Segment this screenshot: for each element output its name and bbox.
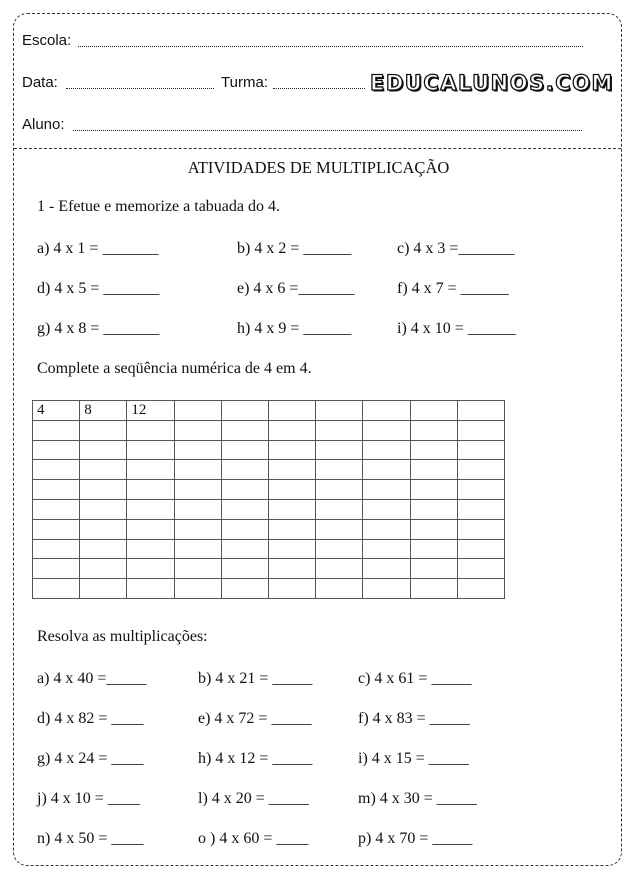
grid-row [33,401,505,421]
exercise-item: b) 4 x 21 = _____ [198,670,313,687]
grid-cell[interactable] [33,420,80,440]
student-field[interactable] [73,130,582,131]
grid-cell[interactable] [410,460,457,480]
sequence-grid [32,400,505,599]
exercise-item: m) 4 x 30 = _____ [358,790,477,807]
exercise-item: j) 4 x 10 = ____ [37,790,140,807]
grid-cell[interactable] [457,539,504,559]
grid-cell[interactable] [268,401,315,421]
grid-cell[interactable] [457,579,504,599]
grid-cell[interactable] [410,420,457,440]
student-label: Aluno: [22,116,65,133]
grid-cell[interactable] [268,519,315,539]
school-label: Escola: [22,32,72,49]
grid-cell[interactable] [410,519,457,539]
grid-cell[interactable] [268,420,315,440]
grid-cell[interactable] [33,499,80,519]
grid-cell[interactable] [410,559,457,579]
grid-cell[interactable] [221,499,268,519]
grid-cell[interactable]: 8 [80,401,127,421]
grid-row [33,499,505,519]
grid-cell[interactable] [316,539,363,559]
exercise-item: e) 4 x 72 = _____ [198,710,312,727]
grid-cell[interactable] [316,579,363,599]
grid-cell[interactable] [457,460,504,480]
grid-row [33,460,505,480]
grid-cell[interactable] [363,460,410,480]
grid-cell[interactable] [174,460,221,480]
grid-cell[interactable] [221,579,268,599]
grid-cell[interactable] [457,559,504,579]
sequence-table [32,400,505,599]
grid-cell[interactable] [174,519,221,539]
grid-cell[interactable] [457,401,504,421]
exercise-item: g) 4 x 24 = ____ [37,750,144,767]
page-title: ATIVIDADES DE MULTIPLICAÇÃO [187,158,450,177]
grid-cell[interactable] [174,401,221,421]
exercise-item: l) 4 x 20 = _____ [198,790,309,807]
exercise-item: b) 4 x 2 = ______ [237,240,352,257]
grid-cell[interactable] [221,480,268,500]
grid-row [33,440,505,460]
grid-cell[interactable] [174,559,221,579]
grid-row [33,559,505,579]
grid-cell[interactable] [268,499,315,519]
grid-cell[interactable] [316,420,363,440]
grid-row [33,579,505,599]
logo: EDUCALUNOS.COM [370,71,614,95]
grid-cell[interactable] [457,519,504,539]
grid-cell[interactable] [316,519,363,539]
class-field[interactable] [273,88,365,89]
grid-cell[interactable] [316,559,363,579]
grid-cell[interactable] [127,420,174,440]
grid-cell[interactable] [410,539,457,559]
grid-cell[interactable] [363,420,410,440]
grid-cell[interactable] [316,401,363,421]
section2-instruction: Complete a seqüência numérica de 4 em 4. [37,360,312,377]
grid-row [33,480,505,500]
grid-cell[interactable] [127,499,174,519]
exercise-item: h) 4 x 12 = _____ [198,750,313,767]
exercise-item: a) 4 x 40 =_____ [37,670,147,687]
grid-cell[interactable] [410,579,457,599]
grid-cell[interactable] [268,480,315,500]
exercise-item: h) 4 x 9 = ______ [237,320,352,337]
grid-cell[interactable]: 12 [127,401,174,421]
grid-cell[interactable] [80,579,127,599]
grid-cell[interactable] [127,519,174,539]
grid-cell[interactable] [410,440,457,460]
grid-cell[interactable] [457,480,504,500]
grid-cell[interactable] [221,519,268,539]
grid-cell[interactable] [80,519,127,539]
grid-cell[interactable] [174,499,221,519]
exercise-item: c) 4 x 61 = _____ [358,670,472,687]
grid-cell[interactable] [80,440,127,460]
grid-cell[interactable] [457,420,504,440]
grid-cell[interactable] [316,460,363,480]
grid-cell[interactable] [410,480,457,500]
grid-cell[interactable] [363,499,410,519]
grid-cell[interactable] [127,460,174,480]
grid-cell[interactable] [127,539,174,559]
exercise-item: d) 4 x 5 = _______ [37,280,160,297]
grid-cell[interactable] [363,440,410,460]
grid-cell[interactable] [316,440,363,460]
exercise-item: a) 4 x 1 = _______ [37,240,159,257]
grid-cell[interactable] [221,401,268,421]
grid-cell[interactable] [268,559,315,579]
grid-cell[interactable] [221,539,268,559]
grid-cell[interactable] [127,440,174,460]
grid-cell[interactable] [127,579,174,599]
grid-cell[interactable] [363,559,410,579]
grid-row [33,519,505,539]
exercise-item: f) 4 x 7 = ______ [397,280,509,297]
exercise-item: i) 4 x 15 = _____ [358,750,469,767]
exercise-item: i) 4 x 10 = ______ [397,320,516,337]
grid-cell[interactable] [363,401,410,421]
grid-cell[interactable] [80,539,127,559]
grid-cell[interactable] [174,579,221,599]
grid-cell[interactable] [33,539,80,559]
exercise-item: e) 4 x 6 =_______ [237,280,355,297]
grid-row [33,539,505,559]
exercise-item: o ) 4 x 60 = ____ [198,830,309,847]
grid-row [33,420,505,440]
grid-cell[interactable] [33,480,80,500]
grid-cell[interactable] [80,480,127,500]
grid-cell[interactable] [174,480,221,500]
grid-cell[interactable] [221,420,268,440]
grid-cell[interactable] [174,440,221,460]
grid-cell[interactable] [80,460,127,480]
grid-cell[interactable] [221,460,268,480]
date-field[interactable] [66,88,214,89]
grid-cell[interactable] [33,559,80,579]
exercise-item: n) 4 x 50 = ____ [37,830,144,847]
grid-cell[interactable] [268,440,315,460]
grid-cell[interactable] [80,420,127,440]
grid-cell[interactable] [363,539,410,559]
grid-cell[interactable] [268,539,315,559]
exercise-item: p) 4 x 70 = _____ [358,830,473,847]
grid-cell[interactable] [410,499,457,519]
grid-cell[interactable] [363,480,410,500]
section1-instruction: 1 - Efetue e memorize a tabuada do 4. [37,198,280,215]
section3-instruction: Resolva as multiplicações: [37,628,208,645]
class-label: Turma: [221,74,268,91]
school-field[interactable] [78,46,583,47]
exercise-item: c) 4 x 3 =_______ [397,240,515,257]
grid-cell[interactable] [221,559,268,579]
grid-cell[interactable] [33,579,80,599]
grid-cell[interactable] [174,539,221,559]
grid-cell[interactable]: 4 [33,401,80,421]
grid-cell[interactable] [268,460,315,480]
grid-cell[interactable] [127,480,174,500]
grid-cell[interactable] [268,579,315,599]
grid-cell[interactable] [363,519,410,539]
grid-cell[interactable] [127,559,174,579]
exercise-item: d) 4 x 82 = ____ [37,710,144,727]
exercise-item: g) 4 x 8 = _______ [37,320,160,337]
date-label: Data: [22,74,58,91]
grid-cell[interactable] [221,440,268,460]
grid-cell[interactable] [457,499,504,519]
grid-cell[interactable] [80,499,127,519]
grid-cell[interactable] [410,401,457,421]
header-divider [14,148,621,149]
grid-cell[interactable] [33,460,80,480]
exercise-item: f) 4 x 83 = _____ [358,710,470,727]
grid-cell[interactable] [316,480,363,500]
grid-cell[interactable] [316,499,363,519]
grid-cell[interactable] [33,519,80,539]
grid-cell[interactable] [363,579,410,599]
grid-cell[interactable] [33,440,80,460]
grid-cell[interactable] [457,440,504,460]
grid-cell[interactable] [80,559,127,579]
grid-cell[interactable] [174,420,221,440]
